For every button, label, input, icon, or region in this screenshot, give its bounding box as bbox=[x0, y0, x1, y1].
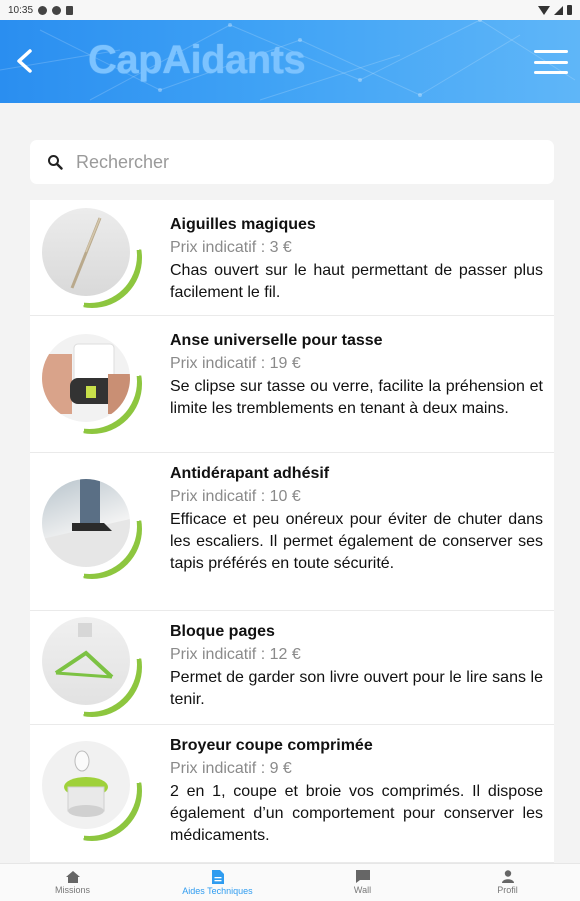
nav-label: Profil bbox=[497, 885, 518, 895]
menu-icon-bar bbox=[534, 61, 568, 64]
document-icon bbox=[212, 870, 224, 884]
item-description: 2 en 1, coupe et broie vos comprimés. Il dispose également d’un comportement pour conserver les médicaments. bbox=[170, 783, 543, 844]
nav-label: Missions bbox=[54, 884, 90, 895]
search-bar bbox=[30, 140, 554, 184]
nav-missions[interactable] bbox=[0, 864, 145, 901]
menu-button[interactable] bbox=[534, 50, 568, 74]
item-title: Antidérapant adhésif bbox=[170, 465, 330, 482]
item-title: Aiguilles magiques bbox=[170, 216, 316, 233]
item-price: Prix indicatif : 12 € bbox=[170, 646, 301, 663]
notification-icon bbox=[52, 6, 61, 15]
list-item[interactable] bbox=[30, 316, 554, 453]
app-logo: CapAidants bbox=[88, 38, 306, 82]
item-description: Se clipse sur tasse ou verre, facilite la préhension et limite les tremblements en tenant à deux mains. bbox=[170, 378, 543, 417]
list-item[interactable] bbox=[30, 200, 554, 316]
item-price: Prix indicatif : 9 € bbox=[170, 760, 292, 777]
product-thumbnail bbox=[42, 208, 142, 308]
search-icon bbox=[40, 154, 70, 170]
list-item[interactable] bbox=[30, 725, 554, 863]
nav-label: Aides Techniques bbox=[182, 885, 253, 896]
status-bar bbox=[0, 0, 580, 20]
nav-profil[interactable] bbox=[435, 864, 580, 901]
item-title: Bloque pages bbox=[170, 623, 275, 640]
nav-label: Wall bbox=[353, 885, 372, 895]
product-thumbnail bbox=[42, 741, 142, 841]
person-icon bbox=[502, 870, 514, 883]
app-header bbox=[0, 20, 580, 103]
menu-icon-bar bbox=[534, 50, 568, 53]
menu-icon-bar bbox=[534, 71, 568, 74]
product-thumbnail bbox=[42, 479, 142, 579]
sim-icon bbox=[66, 6, 73, 15]
item-description: Permet de garder son livre ouvert pour le lire sans le tenir. bbox=[170, 669, 543, 708]
nav-wall[interactable] bbox=[290, 864, 435, 901]
chat-icon bbox=[356, 870, 370, 883]
item-price: Prix indicatif : 3 € bbox=[170, 239, 292, 256]
back-button[interactable] bbox=[10, 46, 38, 76]
wifi-icon bbox=[538, 6, 550, 15]
notification-icon bbox=[38, 6, 47, 15]
chevron-left-icon bbox=[14, 48, 34, 74]
item-title: Broyeur coupe comprimée bbox=[170, 737, 373, 754]
search-input[interactable] bbox=[74, 151, 518, 174]
list-item[interactable] bbox=[30, 453, 554, 611]
product-thumbnail bbox=[42, 617, 142, 717]
nav-aides-techniques[interactable] bbox=[145, 864, 290, 901]
item-description: Efficace et peu onéreux pour éviter de chuter dans les escaliers. Il permet également de conserver ses tapis préférés en toute sécurité. bbox=[170, 511, 543, 572]
status-time: 10:35 bbox=[8, 4, 34, 16]
home-icon bbox=[66, 871, 80, 883]
item-description: Chas ouvert sur le haut permettant de passer plus facilement le fil. bbox=[170, 262, 543, 301]
item-price: Prix indicatif : 19 € bbox=[170, 355, 301, 372]
item-price: Prix indicatif : 10 € bbox=[170, 488, 301, 505]
product-list bbox=[30, 200, 554, 863]
item-title: Anse universelle pour tasse bbox=[170, 332, 383, 349]
product-thumbnail bbox=[42, 334, 142, 434]
battery-icon bbox=[567, 5, 572, 15]
list-item[interactable] bbox=[30, 611, 554, 725]
signal-icon bbox=[554, 6, 563, 15]
bottom-navigation bbox=[0, 863, 580, 901]
